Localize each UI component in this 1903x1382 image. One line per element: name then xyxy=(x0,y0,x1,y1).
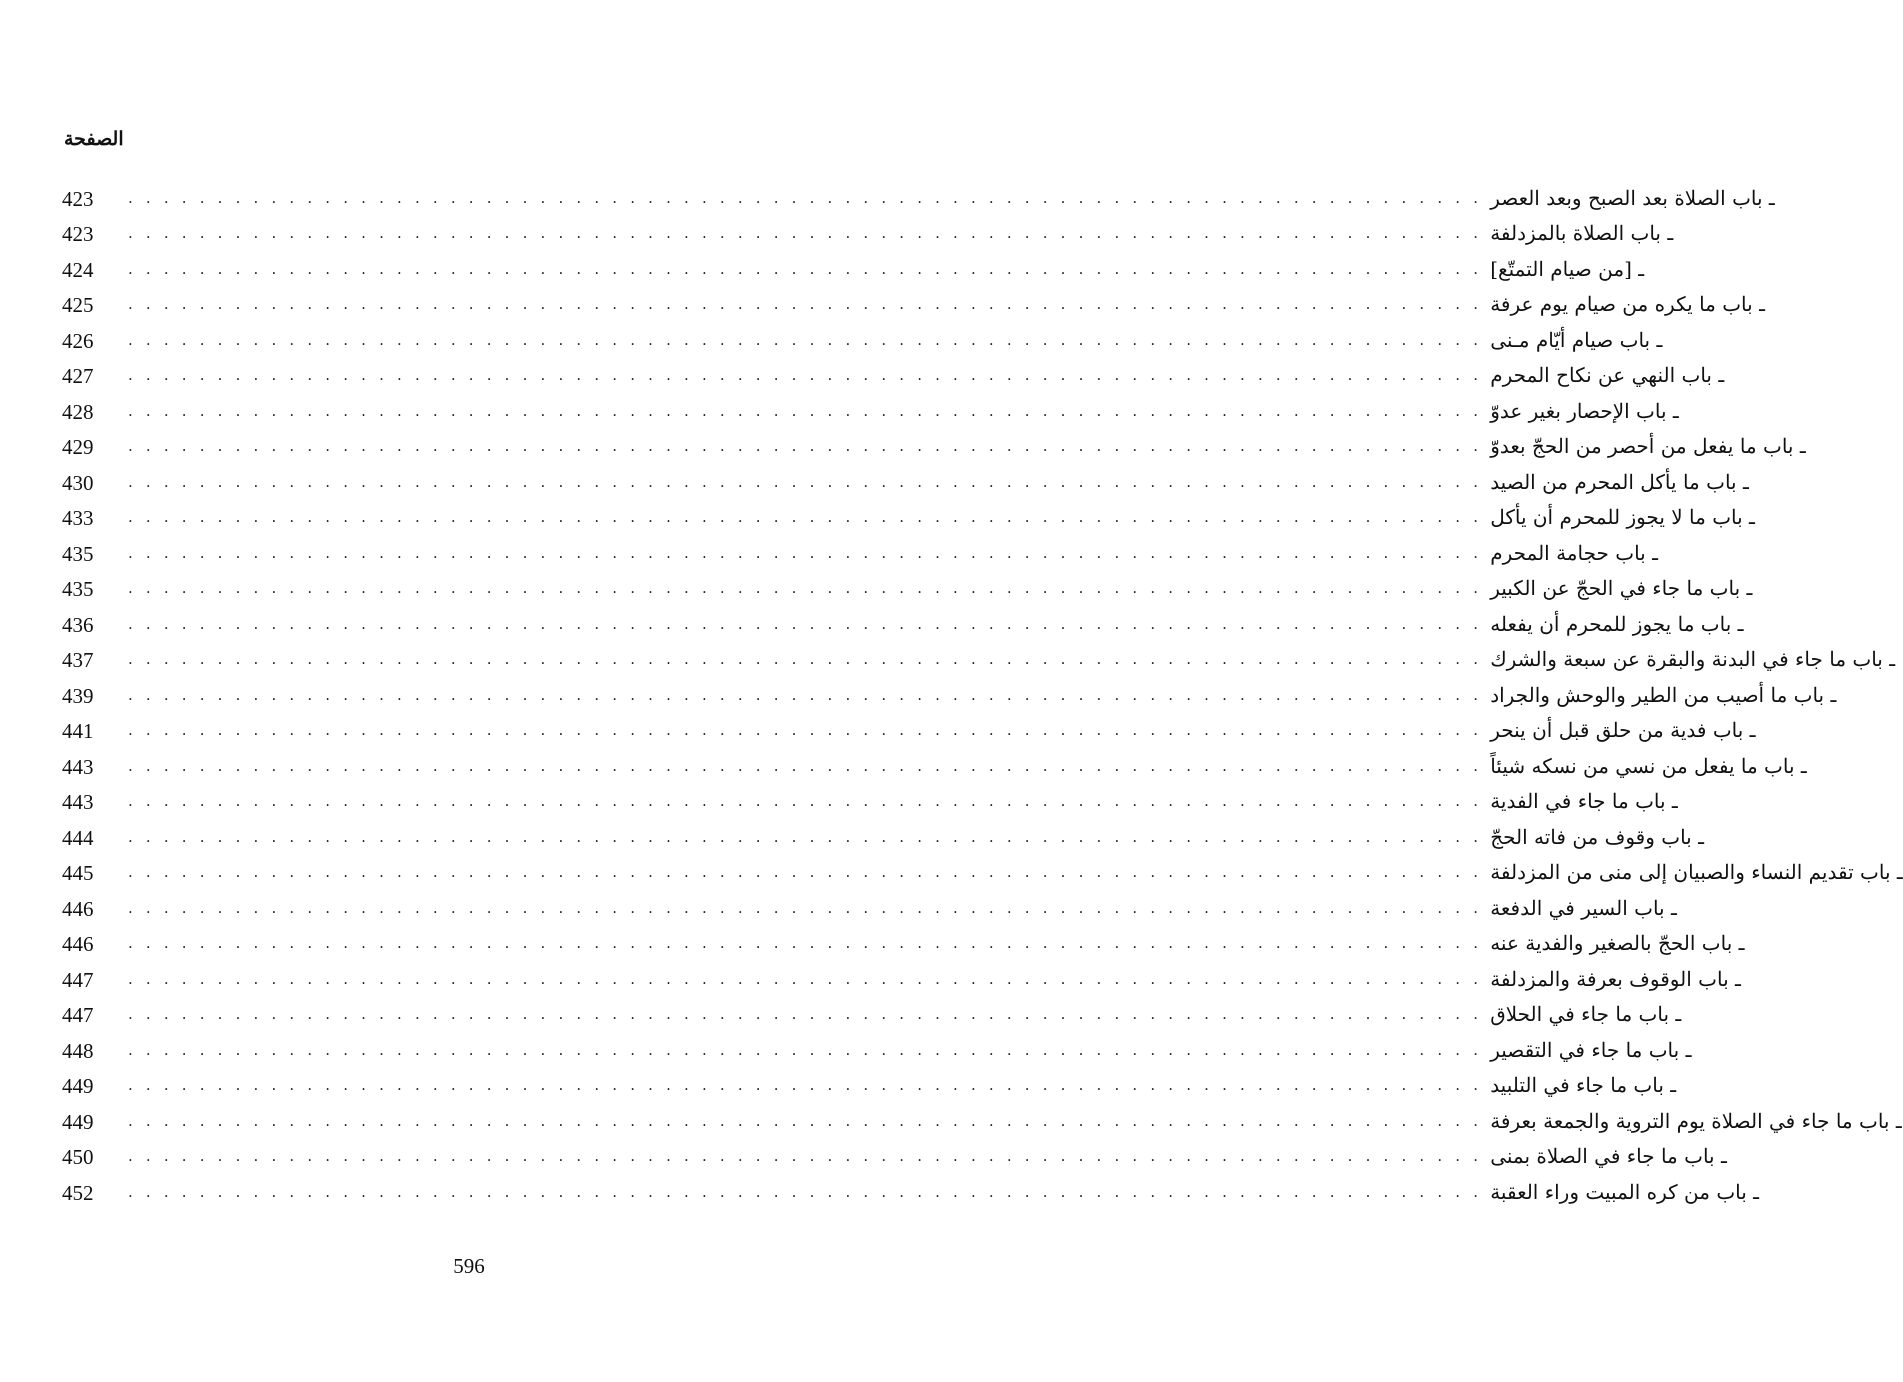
dot-leader: . . . . . . . . . . . . . . . . . . . . . . . . . . . . . . . . . . . . . . . . . . . . . . . . . . . . . . . . . . . . . . . . . . . . . . . . . . . . xyxy=(128,437,1483,455)
toc-entry-title: ـ باب ما جاء في الصلاة بمنى xyxy=(1490,1144,1727,1168)
toc-entry xyxy=(62,318,1663,354)
toc-entry-page-number: 437 xyxy=(62,648,94,672)
toc-entry xyxy=(62,709,1756,745)
dot-leader: . . . . . . . . . . . . . . . . . . . . . . . . . . . . . . . . . . . . . . . . . . . . . . . . . . . . . . . . . . . . . . . . . . . . . . . . . . . . xyxy=(128,863,1483,881)
toc-entry-page-number: 427 xyxy=(62,364,94,388)
toc-entry-title: ـ باب وقوف من فاته الحجّ xyxy=(1490,824,1704,849)
toc-entry-page-number: 443 xyxy=(62,790,94,814)
toc-entry-title: ـ باب تقديم النساء والصبيان إلى منى من المزدلفة xyxy=(1490,860,1903,884)
toc-entry-page-number: 429 xyxy=(62,435,94,459)
toc-entry xyxy=(62,886,1677,922)
toc-entry-title: ـ باب الوقوف بعرفة والمزدلفة xyxy=(1490,966,1741,991)
toc-entry xyxy=(62,1099,1902,1135)
toc-entry xyxy=(62,602,1744,638)
toc-entry-page-number: 444 xyxy=(62,825,94,850)
toc-entry-page-number: 445 xyxy=(62,861,94,885)
dot-leader: . . . . . . . . . . . . . . . . . . . . . . . . . . . . . . . . . . . . . . . . . . . . . . . . . . . . . . . . . . . . . . . . . . . . . . . . . . . . xyxy=(128,295,1483,313)
toc-entry-page-number: 449 xyxy=(62,1074,94,1098)
dot-leader: . . . . . . . . . . . . . . . . . . . . . . . . . . . . . . . . . . . . . . . . . . . . . . . . . . . . . . . . . . . . . . . . . . . . . . . . . . . . xyxy=(128,792,1483,810)
toc-entry-page-number: 446 xyxy=(62,932,94,956)
toc-entry-page-number: 435 xyxy=(62,577,94,601)
toc-entry-page-number: 435 xyxy=(62,541,94,566)
toc-entry-page-number: 426 xyxy=(62,328,94,353)
toc-entry-title: ـ باب ما لا يجوز للمحرم أن يأكل xyxy=(1490,505,1755,529)
toc-entry-title: ـ باب ما أصيب من الطير والوحش والجراد xyxy=(1490,682,1837,707)
toc-entry-page-number: 439 xyxy=(62,683,94,708)
toc-entry-title: ـ باب ما جاء في الصلاة يوم التروية والجمعة بعرفة xyxy=(1490,1108,1902,1133)
toc-entry-page-number: 423 xyxy=(62,186,94,211)
toc-entry-page-number: 441 xyxy=(62,719,94,743)
dot-leader: . . . . . . . . . . . . . . . . . . . . . . . . . . . . . . . . . . . . . . . . . . . . . . . . . . . . . . . . . . . . . . . . . . . . . . . . . . . . xyxy=(128,614,1483,633)
toc-entry xyxy=(62,1135,1727,1171)
toc-entry-title: ـ باب السير في الدفعة xyxy=(1490,895,1677,920)
toc-entry xyxy=(62,851,1903,887)
toc-entry-title: ـ باب النهي عن نكاح المحرم xyxy=(1490,363,1725,387)
toc-entry xyxy=(62,957,1741,993)
toc-entry-title: ـ باب ما جاء في التلبيد xyxy=(1490,1073,1677,1097)
dot-leader: . . . . . . . . . . . . . . . . . . . . . . . . . . . . . . . . . . . . . . . . . . . . . . . . . . . . . . . . . . . . . . . . . . . . . . . . . . . . xyxy=(128,685,1483,704)
dot-leader: . . . . . . . . . . . . . . . . . . . . . . . . . . . . . . . . . . . . . . . . . . . . . . . . . . . . . . . . . . . . . . . . . . . . . . . . . . . . xyxy=(128,1076,1483,1094)
toc-entry xyxy=(62,389,1679,425)
toc-entry-title: ـ باب الصلاة بعد الصبح وبعد العصر xyxy=(1490,185,1775,210)
page-number-footer: 596 xyxy=(453,1254,485,1278)
toc-entry-page-number: 436 xyxy=(62,612,94,637)
toc-entry-title: ـ باب حجامة المحرم xyxy=(1490,540,1658,565)
toc-entry-title: ـ باب ما جاء في الحجّ عن الكبير xyxy=(1490,576,1753,600)
dot-leader: . . . . . . . . . . . . . . . . . . . . . . . . . . . . . . . . . . . . . . . . . . . . . . . . . . . . . . . . . . . . . . . . . . . . . . . . . . . . xyxy=(128,934,1483,952)
dot-leader: . . . . . . . . . . . . . . . . . . . . . . . . . . . . . . . . . . . . . . . . . . . . . . . . . . . . . . . . . . . . . . . . . . . . . . . . . . . . xyxy=(128,259,1483,278)
toc-entry xyxy=(62,744,1807,780)
dot-leader: . . . . . . . . . . . . . . . . . . . . . . . . . . . . . . . . . . . . . . . . . . . . . . . . . . . . . . . . . . . . . . . . . . . . . . . . . . . . xyxy=(128,1005,1483,1023)
table-of-contents xyxy=(62,176,1903,1206)
toc-entry xyxy=(62,638,1896,674)
toc-entry xyxy=(62,1064,1677,1100)
dot-leader: . . . . . . . . . . . . . . . . . . . . . . . . . . . . . . . . . . . . . . . . . . . . . . . . . . . . . . . . . . . . . . . . . . . . . . . . . . . . xyxy=(128,650,1483,668)
toc-entry-title: ـ باب ما يجوز للمحرم أن يفعله xyxy=(1490,611,1744,636)
dot-leader: . . . . . . . . . . . . . . . . . . . . . . . . . . . . . . . . . . . . . . . . . . . . . . . . . . . . . . . . . . . . . . . . . . . . . . . . . . . . xyxy=(128,1147,1483,1165)
toc-entry-page-number: 450 xyxy=(62,1145,94,1169)
toc-entry-page-number: 430 xyxy=(62,470,94,495)
dot-leader: . . . . . . . . . . . . . . . . . . . . . . . . . . . . . . . . . . . . . . . . . . . . . . . . . . . . . . . . . . . . . . . . . . . . . . . . . . . . xyxy=(128,1040,1483,1059)
toc-entry-title: ـ باب ما جاء في الحلاق xyxy=(1490,1002,1682,1026)
toc-entry-title: ـ [من صيام التمتّع] xyxy=(1490,256,1645,281)
toc-entry-title: ـ باب من كره المبيت وراء العقبة xyxy=(1490,1179,1760,1204)
toc-entry-title: ـ باب فدية من حلق قبل أن ينحر xyxy=(1490,718,1756,742)
toc-entry xyxy=(62,247,1645,283)
dot-leader: . . . . . . . . . . . . . . . . . . . . . . . . . . . . . . . . . . . . . . . . . . . . . . . . . . . . . . . . . . . . . . . . . . . . . . . . . . . . xyxy=(128,401,1483,420)
toc-entry-title: ـ باب الإحصار بغير عدوّ xyxy=(1490,398,1679,423)
dot-leader: . . . . . . . . . . . . . . . . . . . . . . . . . . . . . . . . . . . . . . . . . . . . . . . . . . . . . . . . . . . . . . . . . . . . . . . . . . . . xyxy=(128,756,1483,775)
toc-entry xyxy=(62,815,1704,851)
toc-entry-title: ـ باب الحجّ بالصغير والفدية عنه xyxy=(1490,931,1745,955)
dot-leader: . . . . . . . . . . . . . . . . . . . . . . . . . . . . . . . . . . . . . . . . . . . . . . . . . . . . . . . . . . . . . . . . . . . . . . . . . . . . xyxy=(128,508,1483,526)
dot-leader: . . . . . . . . . . . . . . . . . . . . . . . . . . . . . . . . . . . . . . . . . . . . . . . . . . . . . . . . . . . . . . . . . . . . . . . . . . . . xyxy=(128,543,1483,562)
toc-entry xyxy=(62,1028,1692,1064)
dot-leader: . . . . . . . . . . . . . . . . . . . . . . . . . . . . . . . . . . . . . . . . . . . . . . . . . . . . . . . . . . . . . . . . . . . . . . . . . . . . xyxy=(128,827,1483,846)
toc-entry-page-number: 449 xyxy=(62,1109,94,1134)
toc-entry xyxy=(62,922,1745,958)
dot-leader: . . . . . . . . . . . . . . . . . . . . . . . . . . . . . . . . . . . . . . . . . . . . . . . . . . . . . . . . . . . . . . . . . . . . . . . . . . . . xyxy=(128,472,1483,491)
dot-leader: . . . . . . . . . . . . . . . . . . . . . . . . . . . . . . . . . . . . . . . . . . . . . . . . . . . . . . . . . . . . . . . . . . . . . . . . . . . . xyxy=(128,721,1483,739)
dot-leader: . . . . . . . . . . . . . . . . . . . . . . . . . . . . . . . . . . . . . . . . . . . . . . . . . . . . . . . . . . . . . . . . . . . . . . . . . . . . xyxy=(128,224,1483,242)
dot-leader: . . . . . . . . . . . . . . . . . . . . . . . . . . . . . . . . . . . . . . . . . . . . . . . . . . . . . . . . . . . . . . . . . . . . . . . . . . . . xyxy=(128,1182,1483,1201)
dot-leader: . . . . . . . . . . . . . . . . . . . . . . . . . . . . . . . . . . . . . . . . . . . . . . . . . . . . . . . . . . . . . . . . . . . . . . . . . . . . xyxy=(128,1111,1483,1130)
toc-entry-page-number: 447 xyxy=(62,967,94,992)
toc-entry-title: ـ باب ما يكره من صيام يوم عرفة xyxy=(1490,292,1765,316)
toc-entry-title: ـ باب ما جاء في التقصير xyxy=(1490,1037,1692,1062)
toc-entry xyxy=(62,176,1775,212)
toc-entry xyxy=(62,780,1678,816)
toc-entry xyxy=(62,496,1755,532)
toc-entry-title: ـ باب ما يفعل من أحصر من الحجّ بعدوّ xyxy=(1490,434,1806,458)
toc-entry-page-number: 433 xyxy=(62,506,94,530)
toc-entry xyxy=(62,460,1749,496)
toc-entry xyxy=(62,567,1753,603)
toc-entry-page-number: 452 xyxy=(62,1180,94,1205)
toc-entry xyxy=(62,425,1806,461)
dot-leader: . . . . . . . . . . . . . . . . . . . . . . . . . . . . . . . . . . . . . . . . . . . . . . . . . . . . . . . . . . . . . . . . . . . . . . . . . . . . xyxy=(128,969,1483,988)
dot-leader: . . . . . . . . . . . . . . . . . . . . . . . . . . . . . . . . . . . . . . . . . . . . . . . . . . . . . . . . . . . . . . . . . . . . . . . . . . . . xyxy=(128,330,1483,349)
toc-entry-page-number: 425 xyxy=(62,293,94,317)
page-column-heading: الصفحة xyxy=(64,128,124,150)
toc-entry-title: ـ باب ما جاء في الفدية xyxy=(1490,789,1678,813)
toc-entry xyxy=(62,354,1725,390)
dot-leader: . . . . . . . . . . . . . . . . . . . . . . . . . . . . . . . . . . . . . . . . . . . . . . . . . . . . . . . . . . . . . . . . . . . . . . . . . . . . xyxy=(128,188,1483,207)
toc-entry-page-number: 423 xyxy=(62,222,94,246)
toc-entry xyxy=(62,993,1682,1029)
toc-entry-title: ـ باب الصلاة بالمزدلفة xyxy=(1490,221,1674,245)
dot-leader: . . . . . . . . . . . . . . . . . . . . . . . . . . . . . . . . . . . . . . . . . . . . . . . . . . . . . . . . . . . . . . . . . . . . . . . . . . . . xyxy=(128,366,1483,384)
toc-entry-page-number: 447 xyxy=(62,1003,94,1027)
toc-entry xyxy=(62,673,1837,709)
toc-entry-title: ـ باب صيام أيّام مـنى xyxy=(1490,327,1663,352)
toc-entry-title: ـ باب ما جاء في البدنة والبقرة عن سبعة والشرك xyxy=(1490,647,1896,671)
toc-entry-page-number: 443 xyxy=(62,754,94,779)
toc-entry-page-number: 428 xyxy=(62,399,94,424)
dot-leader: . . . . . . . . . . . . . . . . . . . . . . . . . . . . . . . . . . . . . . . . . . . . . . . . . . . . . . . . . . . . . . . . . . . . . . . . . . . . xyxy=(128,579,1483,597)
toc-entry xyxy=(62,1170,1760,1206)
toc-entry-page-number: 424 xyxy=(62,257,94,282)
toc-entry-page-number: 448 xyxy=(62,1038,94,1063)
toc-entry-title: ـ باب ما يأكل المحرم من الصيد xyxy=(1490,469,1749,494)
toc-entry-page-number: 446 xyxy=(62,896,94,921)
dot-leader: . . . . . . . . . . . . . . . . . . . . . . . . . . . . . . . . . . . . . . . . . . . . . . . . . . . . . . . . . . . . . . . . . . . . . . . . . . . . xyxy=(128,898,1483,917)
toc-entry xyxy=(62,283,1765,319)
toc-entry-title: ـ باب ما يفعل من نسي من نسكه شيئاً xyxy=(1490,753,1807,778)
toc-entry xyxy=(62,212,1674,248)
toc-entry xyxy=(62,531,1658,567)
